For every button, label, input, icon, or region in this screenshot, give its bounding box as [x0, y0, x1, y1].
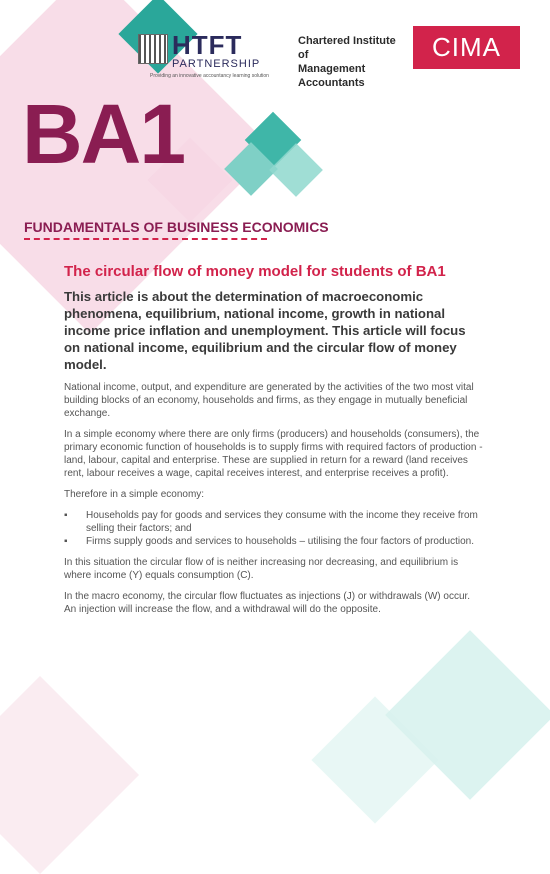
list-item	[64, 535, 484, 548]
htft-lines-icon	[138, 34, 168, 64]
article-paragraph: In this situation the circular flow of is neither increasing nor decreasing, and equilibrium is where income (Y) equals consumption (C).	[64, 557, 459, 581]
institute-name-line2: Management Accountants	[298, 63, 366, 89]
article-paragraph: National income, output, and expenditure are generated by the activities of the two most vital building blocks of an economy, households and firms, as they engage in mutually beneficial exchange.	[64, 382, 474, 419]
article-intro: This article is about the determination of macroeconomic phenomena, equilibrium, national income, growth in national income price inflation and unemployment. This article will focus on national income, equilibrium and the circular flow of money model.	[64, 289, 466, 372]
article-paragraph: Therefore in a simple economy:	[64, 489, 205, 500]
subject-title: FUNDAMENTALS OF BUSINESS ECONOMICS	[24, 219, 329, 235]
htft-logo-title: HTFT	[172, 30, 243, 60]
article-body	[64, 263, 484, 624]
htft-logo-subtitle: PARTNERSHIP	[172, 58, 261, 70]
square-bullet-icon: ▪	[64, 536, 68, 547]
article-paragraph: In the macro economy, the circular flow fluctuates as injections (J) or withdrawals (W) occur. An injection will increase the flow, and a withdrawal will do the opposite.	[64, 591, 471, 615]
list-item	[64, 509, 484, 535]
article-title: The circular flow of money model for students of BA1	[64, 263, 446, 280]
dashed-divider	[24, 238, 267, 240]
htft-logo-tagline: Providing an innovative accountancy learning solution	[150, 73, 269, 79]
bullet-list	[64, 509, 484, 548]
square-bullet-icon: ▪	[64, 510, 68, 521]
htft-partnership-logo	[120, 0, 269, 90]
decorative-pink-diamond-bottom	[0, 676, 139, 874]
course-code: BA1	[22, 87, 185, 181]
institute-name-line1: Chartered Institute of	[298, 35, 396, 61]
cima-logo: CIMA	[413, 26, 520, 69]
institute-name	[298, 34, 408, 90]
list-item-text: Households pay for goods and services they consume with the income they receive from selling their factors; and	[86, 510, 478, 534]
list-item-text: Firms supply goods and services to households – utilising the four factors of production.	[86, 536, 474, 547]
article-paragraph: In a simple economy where there are only firms (producers) and households (consumers), the primary economic function of households is to supply firms with required factors of production - land, labour, capital and enterprise. These are supplied in return for a reward (land receives rent, labour receives a wage, capital receives interest, and enterprise receives a profit).	[64, 429, 483, 479]
